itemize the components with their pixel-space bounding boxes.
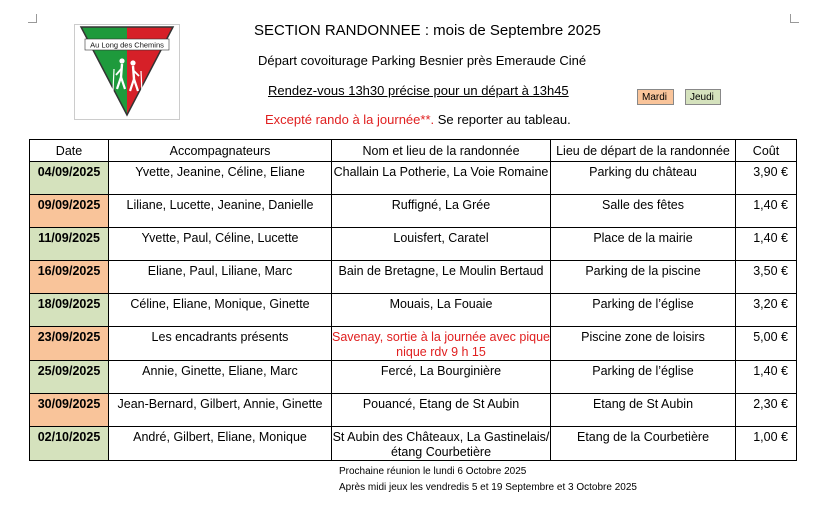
row-cost: 1,40 € — [736, 195, 797, 228]
row-cost: 3,20 € — [736, 294, 797, 327]
row-hike-name: Savenay, sortie à la journée avec pique nique rdv 9 h 15 — [332, 327, 551, 361]
row-date: 02/10/2025 — [30, 427, 109, 461]
row-date: 04/09/2025 — [30, 162, 109, 195]
row-guides: Jean-Bernard, Gilbert, Annie, Ginette — [109, 394, 332, 427]
row-hike-name: Louisfert, Caratel — [332, 228, 551, 261]
row-start-place: Piscine zone de loisirs — [551, 327, 736, 361]
row-guides: Eliane, Paul, Liliane, Marc — [109, 261, 332, 294]
row-date: 11/09/2025 — [30, 228, 109, 261]
row-hike-name: Mouais, La Fouaie — [332, 294, 551, 327]
exception-note-rest: Se reporter au tableau. — [434, 112, 571, 127]
row-start-place: Place de la mairie — [551, 228, 736, 261]
row-hike-name: Fercé, La Bourginière — [332, 361, 551, 394]
row-hike-name: Ruffigné, La Grée — [332, 195, 551, 228]
row-start-place: Parking de l’église — [551, 361, 736, 394]
row-start-place: Etang de la Courbetière — [551, 427, 736, 461]
exception-note-red: Excepté rando à la journée**. — [265, 112, 435, 127]
row-date: 18/09/2025 — [30, 294, 109, 327]
row-guides: Annie, Ginette, Eliane, Marc — [109, 361, 332, 394]
row-date: 16/09/2025 — [30, 261, 109, 294]
row-start-place: Parking de l’église — [551, 294, 736, 327]
row-guides: Les encadrants présents — [109, 327, 332, 361]
row-guides: Céline, Eliane, Monique, Ginette — [109, 294, 332, 327]
page-title: SECTION RANDONNEE : mois de Septembre 2025 — [254, 22, 601, 39]
next-meeting-note: Prochaine réunion le lundi 6 Octobre 2025 — [339, 466, 527, 477]
row-cost: 2,30 € — [736, 394, 797, 427]
logo-text: Au Long des Chemins — [90, 40, 164, 50]
row-hike-name: Bain de Bretagne, Le Moulin Bertaud — [332, 261, 551, 294]
row-guides: Liliane, Lucette, Jeanine, Danielle — [109, 195, 332, 228]
header-cost: Coût — [736, 140, 797, 162]
header-guides: Accompagnateurs — [109, 140, 332, 162]
table-header-row — [30, 140, 797, 162]
row-date: 23/09/2025 — [30, 327, 109, 361]
table-row — [30, 327, 797, 361]
table-row — [30, 162, 797, 195]
row-cost: 1,40 € — [736, 228, 797, 261]
row-start-place: Etang de St Aubin — [551, 394, 736, 427]
row-cost: 1,40 € — [736, 361, 797, 394]
row-date: 25/09/2025 — [30, 361, 109, 394]
legend-mardi: Mardi — [637, 89, 674, 105]
row-guides: Yvette, Jeanine, Céline, Eliane — [109, 162, 332, 195]
table-row — [30, 261, 797, 294]
page-corner-mark-right — [790, 14, 799, 23]
header-hike-name: Nom et lieu de la randonnée — [332, 140, 551, 162]
row-start-place: Salle des fêtes — [551, 195, 736, 228]
header-date: Date — [30, 140, 109, 162]
row-hike-name: St Aubin des Châteaux, La Gastinelais/étang Courbetière — [332, 427, 551, 461]
row-hike-name: Challain La Potherie, La Voie Romaine — [332, 162, 551, 195]
table-row — [30, 427, 797, 461]
row-date: 09/09/2025 — [30, 195, 109, 228]
carpool-departure: Départ covoiturage Parking Besnier près Emeraude Ciné — [258, 53, 587, 68]
row-cost: 3,50 € — [736, 261, 797, 294]
schedule-table — [29, 139, 797, 461]
row-date: 30/09/2025 — [30, 394, 109, 427]
games-afternoon-note: Après midi jeux les vendredis 5 et 19 Septembre et 3 Octobre 2025 — [339, 482, 637, 493]
page-corner-mark-left — [28, 14, 37, 23]
row-cost: 3,90 € — [736, 162, 797, 195]
header-start-place: Lieu de départ de la randonnée — [551, 140, 736, 162]
table-row — [30, 394, 797, 427]
row-guides: André, Gilbert, Eliane, Monique — [109, 427, 332, 461]
table-row — [30, 195, 797, 228]
row-start-place: Parking de la piscine — [551, 261, 736, 294]
row-hike-name: Pouancé, Etang de St Aubin — [332, 394, 551, 427]
row-cost: 5,00 € — [736, 327, 797, 361]
table-row — [30, 294, 797, 327]
table-row — [30, 228, 797, 261]
row-cost: 1,00 € — [736, 427, 797, 461]
table-row — [30, 361, 797, 394]
exception-note — [265, 112, 571, 127]
legend-jeudi: Jeudi — [685, 89, 721, 105]
row-start-place: Parking du château — [551, 162, 736, 195]
meeting-time: Rendez-vous 13h30 précise pour un départ à 13h45 — [268, 83, 569, 98]
club-logo — [74, 24, 180, 120]
row-guides: Yvette, Paul, Céline, Lucette — [109, 228, 332, 261]
